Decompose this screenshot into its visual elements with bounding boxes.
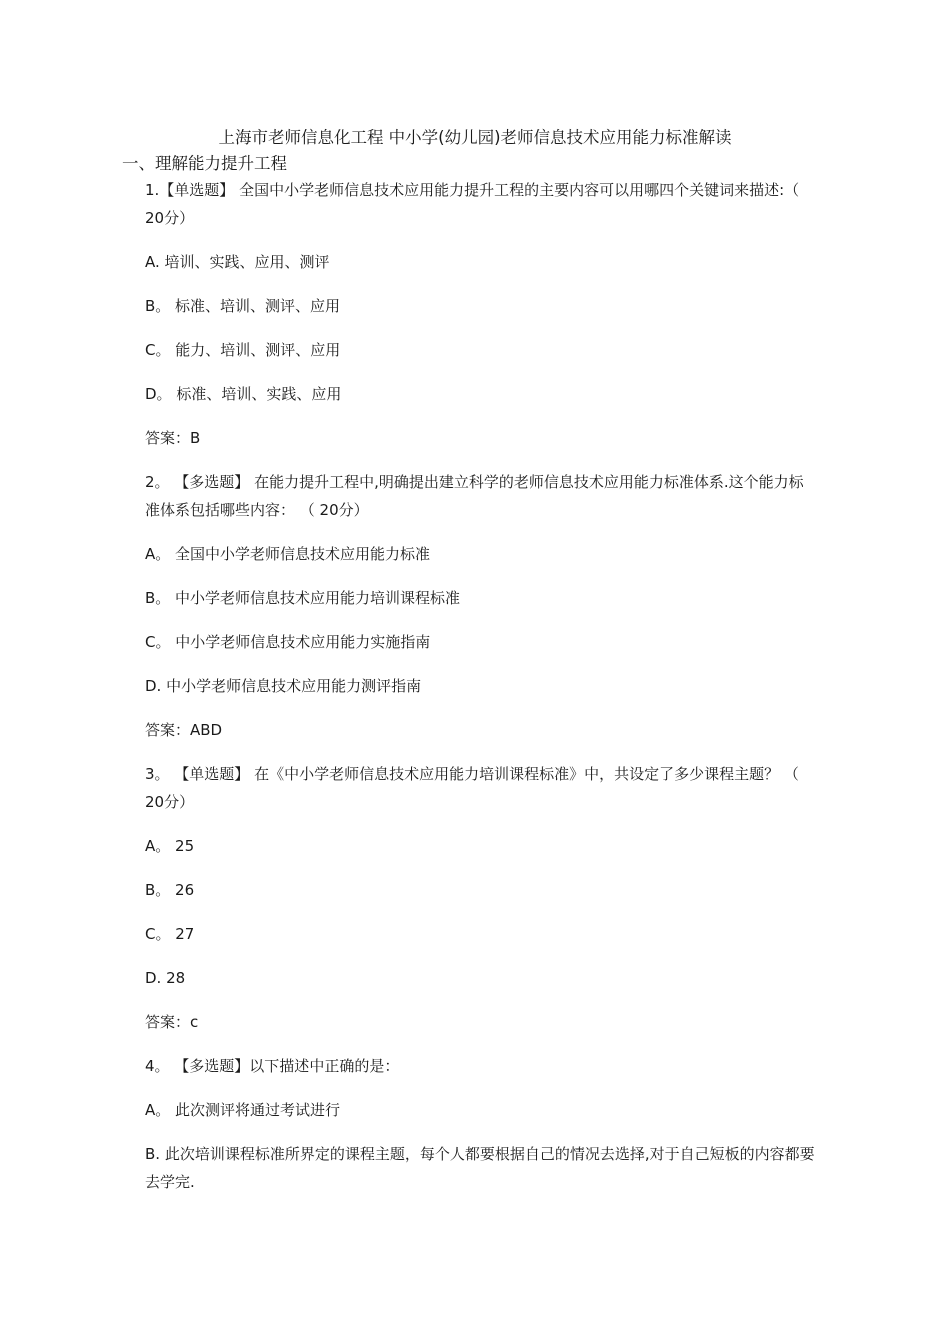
question-option: D。 标准、培训、实践、应用 [145, 385, 342, 403]
question-answer: 答案：c [145, 1013, 199, 1031]
question-option: D. 28 [145, 969, 186, 987]
question-option: A。 全国中小学老师信息技术应用能力标准 [145, 545, 431, 563]
question-option: A。 此次测评将通过考试进行 [145, 1101, 341, 1119]
question-option: B。 26 [145, 881, 195, 899]
question-option: B。 标准、培训、测评、应用 [145, 297, 341, 315]
section-heading: 一、理解能力提升工程 [122, 154, 287, 173]
question-answer: 答案：B [145, 429, 201, 447]
question-stem: 3。 【单选题】 在《中小学老师信息技术应用能力培训课程标准》中，共设定了多少课程主题？ （ 20分） [145, 765, 799, 811]
question-answer: 答案：ABD [145, 721, 223, 739]
question-stem: 2。 【多选题】 在能力提升工程中,明确提出建立科学的老师信息技术应用能力标准体系.这个能力标准体系包括哪些内容： （ 20分） [145, 473, 804, 519]
document-title: 上海市老师信息化工程 中小学(幼儿园)老师信息技术应用能力标准解读 [218, 128, 732, 147]
question-option: A。 25 [145, 837, 195, 855]
question-option: B。 中小学老师信息技术应用能力培训课程标准 [145, 589, 461, 607]
question-stem: 4。 【多选题】以下描述中正确的是： [145, 1057, 400, 1075]
document-body [145, 176, 815, 1196]
question-option: C。 能力、培训、测评、应用 [145, 341, 341, 359]
question-option: C。 中小学老师信息技术应用能力实施指南 [145, 633, 431, 651]
question-option: C。 27 [145, 925, 195, 943]
question-option: B. 此次培训课程标准所界定的课程主题，每个人都要根据自己的情况去选择,对于自己短板的内容都要去学完. [145, 1145, 815, 1191]
question-option: D. 中小学老师信息技术应用能力测评指南 [145, 677, 422, 695]
question-stem: 1.【单选题】 全国中小学老师信息技术应用能力提升工程的主要内容可以用哪四个关键词来描述:（ 20分） [145, 181, 800, 227]
question-option: A. 培训、实践、应用、测评 [145, 253, 330, 271]
